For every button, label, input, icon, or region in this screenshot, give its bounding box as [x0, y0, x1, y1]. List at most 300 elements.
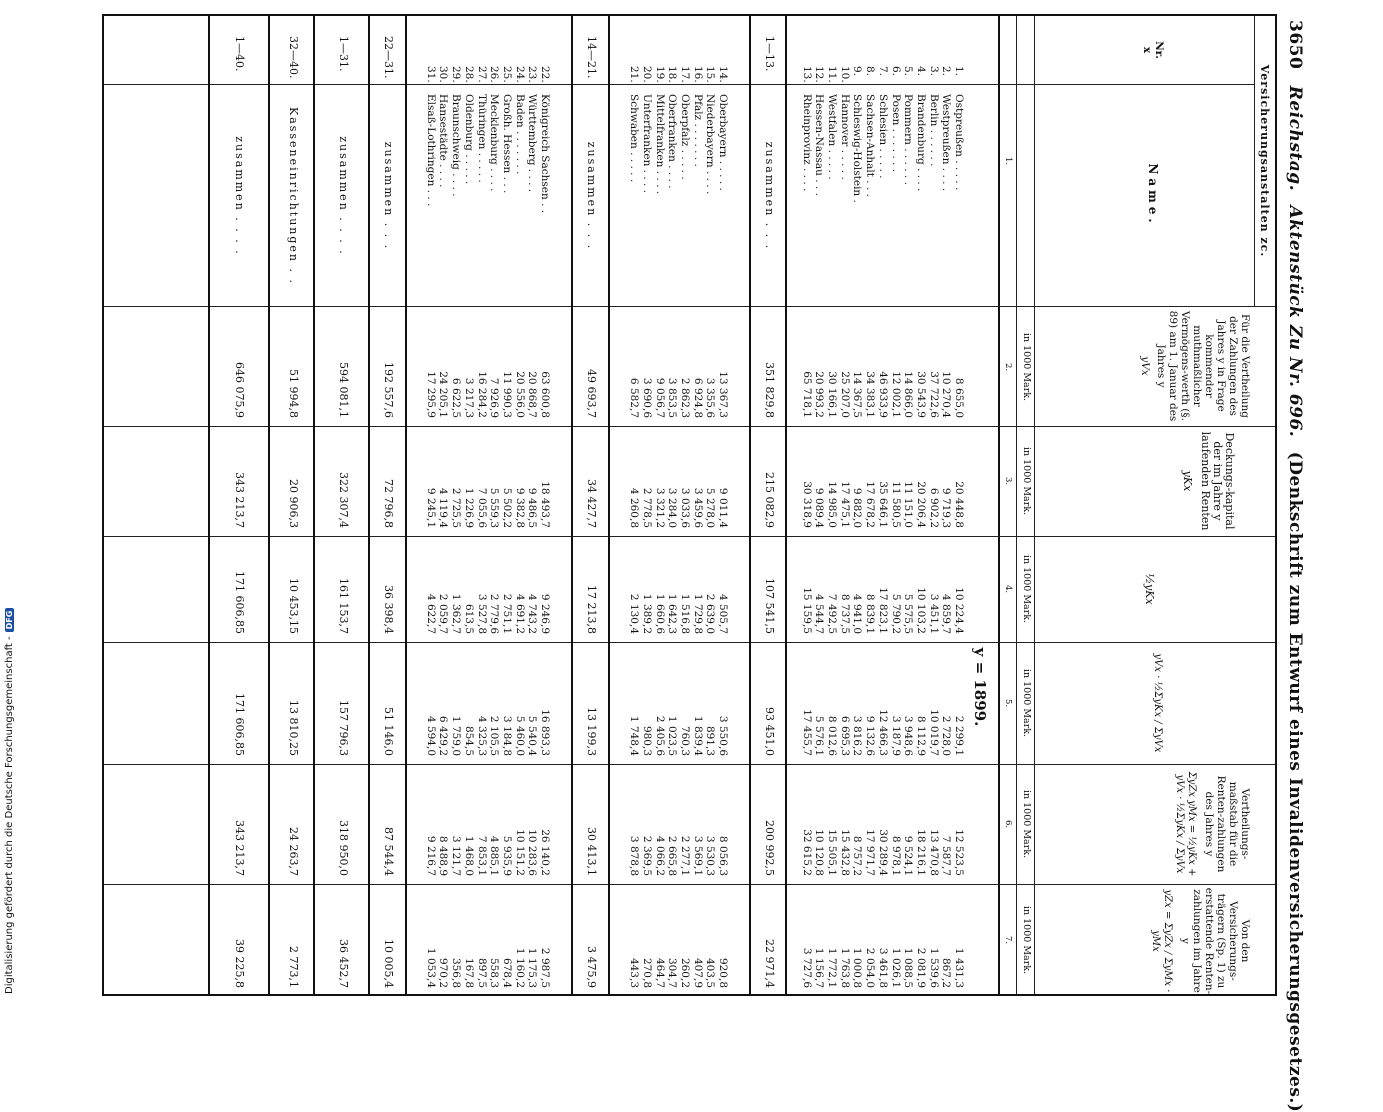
table-row — [889, 16, 902, 998]
row-number: 31. — [424, 66, 437, 83]
value-col2: 34 383,1 — [864, 371, 877, 418]
value-col7: 356,8 — [450, 957, 463, 988]
value-col3: 5 559,3 — [488, 487, 501, 528]
value-col6: 13 470,8 — [927, 829, 940, 876]
row-name: Brandenburg . . . . — [914, 94, 927, 192]
value-col6: 17 971,7 — [864, 829, 877, 876]
value-col7: 1 088,5 — [902, 947, 915, 988]
value-col5: 1 023,5 — [666, 715, 679, 756]
row-name: Oberpfalz . . . . . — [678, 94, 691, 180]
value-col5: 1 759,0 — [450, 715, 463, 756]
value-col7: 304,7 — [666, 957, 679, 988]
colnum-2: 2. — [1003, 362, 1013, 372]
row-number: 32—40. — [287, 36, 300, 79]
value-col5: 12 466,3 — [876, 709, 889, 756]
value-col4: 17 823,1 — [876, 587, 889, 634]
value-col4: 3 451,1 — [927, 593, 940, 634]
value-col2: 65 718,1 — [800, 371, 813, 418]
col2-text: Für die Vertheilung der Zahlungen des Jahres y in Frage kommender muthmaßlicher Vermögens-werth (§. 89) am 1. Januar des Jahres y — [1155, 310, 1251, 422]
value-col7: 1 160,2 — [513, 947, 526, 988]
row-name: Oberfranken . . . . — [666, 94, 679, 189]
row-name: Hansestädte . . . . — [437, 94, 450, 188]
value-col7: 920,8 — [717, 957, 729, 988]
header-parliament: Reichstag. — [1285, 85, 1305, 192]
value-col6: 8 978,1 — [889, 835, 902, 876]
value-col4: 5 790,2 — [889, 593, 902, 634]
value-col4: 2 639,0 — [704, 593, 717, 634]
row-name: Württemberg . . . . — [526, 94, 539, 193]
value-col7: 1 156,7 — [813, 947, 826, 988]
value-col6: 24 263,7 — [287, 827, 300, 876]
value-col5: 5 576,1 — [813, 715, 826, 756]
value-col4: 1 642,3 — [666, 593, 679, 634]
value-col5: 5 540,4 — [526, 715, 539, 756]
table-row — [475, 16, 488, 998]
value-col5: 980,3 — [640, 725, 653, 756]
row-number: 22—31. — [382, 36, 395, 79]
value-col5: 17 455,7 — [800, 709, 813, 756]
table-row — [851, 16, 864, 998]
table-row — [838, 16, 851, 998]
value-col4: 1 516,8 — [678, 593, 691, 634]
value-col2: 51 994,8 — [287, 369, 300, 418]
value-col4: 4 859,7 — [940, 593, 953, 634]
unit-col4: in 1000 Mark. — [1021, 554, 1032, 624]
value-col3: 9 719,3 — [940, 487, 953, 528]
value-col3: 3 321,2 — [653, 487, 666, 528]
value-col6: 7 587,7 — [940, 835, 953, 876]
value-col4: 107 541,5 — [763, 578, 776, 634]
table-row — [513, 16, 526, 998]
value-col6: 3 121,7 — [450, 835, 463, 876]
group-other-states-total — [381, 16, 394, 998]
value-col4: 8 737,5 — [838, 593, 851, 634]
row-number: 22. — [539, 66, 551, 83]
value-col5: 1 839,4 — [691, 715, 704, 756]
group-other-states — [424, 16, 551, 998]
value-col2: 46 933,9 — [876, 371, 889, 418]
value-col3: 34 427,7 — [585, 479, 598, 528]
value-col4: 4 743,2 — [526, 593, 539, 634]
table-row — [678, 16, 691, 998]
value-col5: 4 325,3 — [475, 715, 488, 756]
value-col6: 4 885,1 — [488, 835, 501, 876]
row-number: 23. — [526, 66, 539, 83]
page-number: 3650 — [1285, 20, 1305, 70]
col3-symbol: yKx — [1181, 470, 1194, 492]
value-col4: 10 103,2 — [914, 587, 927, 634]
value-col4: 9 246,9 — [539, 593, 551, 634]
value-col2: 9 056,7 — [653, 377, 666, 418]
value-col3: 7 055,6 — [475, 487, 488, 528]
value-col3: 322 307,4 — [337, 472, 350, 528]
value-col7: 678,4 — [500, 957, 513, 988]
value-col7: 167,8 — [462, 957, 475, 988]
row-name: Oldenburg . . . . . — [462, 94, 475, 185]
value-col5: 6 429,2 — [437, 715, 450, 756]
value-col7: 3 475,9 — [585, 946, 598, 988]
value-col4: 2 059,7 — [437, 593, 450, 634]
row-number: 25. — [500, 66, 513, 83]
row-name: Königreich Sachsen . . — [539, 94, 551, 214]
value-col5: 4 594,0 — [424, 715, 437, 756]
value-col2: 6 582,7 — [628, 377, 641, 418]
value-col5: 1 748,4 — [628, 715, 641, 756]
value-col2: 14 866,0 — [902, 371, 915, 418]
value-col4: 3 527,8 — [475, 593, 488, 634]
value-col5: 157 796,3 — [337, 700, 350, 756]
table-row — [450, 16, 463, 998]
value-col6: 318 950,0 — [337, 820, 350, 876]
row-number: 9. — [851, 66, 864, 77]
value-col7: 970,2 — [437, 957, 450, 988]
row-name: zusammen . . . . — [337, 136, 350, 256]
value-col6: 2 665,8 — [666, 835, 679, 876]
value-col2: 16 284,2 — [475, 371, 488, 418]
value-col2: 351 829,8 — [763, 362, 776, 418]
value-col3: 343 213,7 — [233, 472, 246, 528]
value-col7: 1 763,8 — [838, 947, 851, 988]
value-col7: 2 987,5 — [539, 947, 551, 988]
col7-text: Von den Versicherungs-trägern (Sp. 1) zu erstattende Renten-zahlungen im Jahre y — [1179, 887, 1251, 995]
unit-col7: in 1000 Mark. — [1021, 905, 1032, 975]
table-row — [381, 16, 394, 998]
value-col5: 10 019,7 — [927, 709, 940, 756]
data-table — [102, 14, 1277, 996]
value-col6: 2 369,5 — [640, 835, 653, 876]
value-col3: 30 318,9 — [800, 481, 813, 528]
value-col2: 25 207,0 — [838, 371, 851, 418]
row-name: Oberbayern . . . . . — [717, 94, 729, 191]
table-row — [488, 16, 501, 998]
row-number: 26. — [488, 66, 501, 83]
row-number: 7. — [876, 66, 889, 77]
row-name: Niederbayern . . . . — [704, 94, 717, 195]
row-name: Kasseneinrichtungen . . — [287, 106, 300, 285]
table-row — [232, 16, 245, 998]
value-col7: 558,3 — [488, 957, 501, 988]
value-col3: 4 260,8 — [628, 487, 641, 528]
row-name: zusammen . . . — [763, 141, 776, 251]
value-col7: 897,5 — [475, 957, 488, 988]
value-col2: 20 993,2 — [813, 371, 826, 418]
value-col2: 6 924,8 — [691, 377, 704, 418]
row-name: Sachsen-Anhalt . . . — [864, 94, 877, 197]
section-title: Versicherungsanstalten zc. — [1258, 64, 1271, 258]
value-col5: 3 550,6 — [717, 715, 729, 756]
value-col4: 36 398,4 — [382, 585, 395, 634]
row-name: Schleswig-Holstein . — [851, 94, 864, 203]
table-row — [628, 16, 641, 998]
value-col2: 646 075,9 — [233, 362, 246, 418]
value-col3: 1 226,9 — [462, 487, 475, 528]
value-col7: 403,5 — [704, 957, 717, 988]
value-col2: 49 693,7 — [585, 369, 598, 418]
row-name: Pfalz . . . . . . . — [691, 94, 704, 167]
summary-1-31 — [336, 16, 349, 998]
value-col2: 30 543,9 — [914, 371, 927, 418]
table-row — [286, 16, 299, 998]
col5-header: yVx · ½ΣyKx / ΣyVx — [1152, 653, 1163, 753]
value-col2: 13 367,3 — [717, 371, 729, 418]
value-col7: 407,9 — [691, 957, 704, 988]
value-col5: 3 184,8 — [500, 715, 513, 756]
header-subtitle: (Denkschrift zum Entwurf eines Invalidenversicherungsgesetzes.) — [1285, 451, 1305, 1112]
value-col7: 3 727,6 — [800, 947, 813, 988]
value-col2: 14 367,5 — [851, 371, 864, 418]
row-number: 12. — [813, 66, 826, 83]
value-col2: 7 926,9 — [488, 377, 501, 418]
table-row — [437, 16, 450, 998]
colnum-5: 5. — [1003, 698, 1013, 708]
value-col3: 3 284,0 — [666, 487, 679, 528]
table-row — [691, 16, 704, 998]
row-number: 20. — [640, 66, 653, 83]
value-col5: 8 012,6 — [826, 715, 839, 756]
value-col5: 9 132,6 — [864, 715, 877, 756]
row-name: Elsaß-Lothringen . . . — [424, 94, 437, 207]
value-col3: 2 778,5 — [640, 487, 653, 528]
table-row — [825, 16, 838, 998]
row-name: Braunschweig . . . . — [450, 94, 463, 197]
value-col3: 6 902,2 — [927, 487, 940, 528]
table-row — [640, 16, 653, 998]
table-row — [526, 16, 539, 998]
value-col7: 1 026,1 — [889, 947, 902, 988]
col2-symbol: yVx — [1139, 356, 1151, 376]
value-col4: 1 660,6 — [653, 593, 666, 634]
value-col4: 8 839,1 — [864, 593, 877, 634]
row-name: Thüringen . . . . . — [475, 94, 488, 183]
table-row — [666, 16, 679, 998]
value-col3: 14 985,0 — [826, 481, 839, 528]
colnum-6: 6. — [1003, 819, 1013, 829]
table-row — [914, 16, 927, 998]
value-col5: 16 893,3 — [539, 709, 551, 756]
value-col2: 11 990,3 — [500, 371, 513, 418]
value-col3: 17 475,1 — [838, 481, 851, 528]
nr-symbol: x — [1141, 46, 1153, 54]
row-number: 1—31. — [337, 36, 350, 72]
value-col3: 4 119,4 — [437, 487, 450, 528]
value-col3: 3 033,6 — [678, 487, 691, 528]
value-col5: 2 728,0 — [940, 715, 953, 756]
row-number: 30. — [437, 66, 450, 83]
value-col7: 2 773,1 — [287, 946, 300, 988]
row-name: Mittelfranken . . . . — [653, 94, 666, 195]
value-col2: 24 205,1 — [437, 371, 450, 418]
value-col3: 9 486,5 — [526, 487, 539, 528]
value-col6: 343 213,7 — [233, 820, 246, 876]
value-col7: 1 000,8 — [851, 947, 864, 988]
col6-header — [1173, 766, 1251, 882]
row-name: zusammen . . . — [382, 141, 395, 251]
value-col5: 2 405,6 — [653, 715, 666, 756]
col7-header — [1149, 886, 1251, 996]
row-number: 11. — [826, 66, 839, 83]
value-col2: 3 690,6 — [640, 377, 653, 418]
row-name: Pommern . . . . . . — [902, 94, 915, 185]
row-number: 14—21. — [585, 36, 598, 79]
value-col3: 9 245,1 — [424, 487, 437, 528]
value-col4: 4 505,7 — [717, 593, 729, 634]
value-col7: 1 053,4 — [424, 947, 437, 988]
unit-col5: in 1000 Mark. — [1021, 668, 1032, 738]
row-number: 17. — [678, 66, 691, 83]
value-col6: 32 615,2 — [800, 829, 813, 876]
value-col5: 891,3 — [704, 725, 717, 756]
value-col7: 1 772,1 — [826, 947, 839, 988]
value-col5: 2 105,5 — [488, 715, 501, 756]
colnum-7: 7. — [1003, 935, 1013, 945]
row-number: 2. — [940, 66, 953, 77]
value-col3: 20 206,4 — [914, 481, 927, 528]
value-col7: 2 081,9 — [914, 947, 927, 988]
value-col2: 3 853,5 — [666, 377, 679, 418]
table-row — [876, 16, 889, 998]
value-col4: 4 691,2 — [513, 593, 526, 634]
value-col6: 30 413,1 — [585, 827, 598, 876]
value-col6: 87 544,4 — [382, 827, 395, 876]
value-col6: 10 283,6 — [526, 829, 539, 876]
value-col6: 3 878,8 — [628, 835, 641, 876]
table-row — [584, 16, 597, 998]
value-col6: 4 066,2 — [653, 835, 666, 876]
row-number: 8. — [864, 66, 877, 77]
value-col2: 30 166,1 — [826, 371, 839, 418]
row-name: Mecklenburg . . . . — [488, 94, 501, 192]
value-col7: 39 225,8 — [233, 939, 246, 988]
value-col6: 1 468,0 — [462, 835, 475, 876]
header-reference: Aktenstück Zu Nr. 696. — [1285, 205, 1305, 438]
value-col6: 18 216,1 — [914, 829, 927, 876]
value-col4: 1 389,2 — [640, 593, 653, 634]
value-col6: 3 569,1 — [691, 835, 704, 876]
value-col6: 9 216,7 — [424, 835, 437, 876]
value-col3: 9 089,4 — [813, 487, 826, 528]
value-col5: 171 606,85 — [233, 693, 246, 756]
value-col4: 1 729,8 — [691, 593, 704, 634]
row-number: 4. — [914, 66, 927, 77]
row-name: Westpreußen . . . . — [940, 94, 953, 192]
value-col3: 20 906,3 — [287, 479, 300, 528]
value-col4: 1 362,7 — [450, 593, 463, 634]
value-col5: 2 299,1 — [953, 715, 965, 756]
row-name: Baden . . . . . . . — [513, 94, 526, 175]
row-number: 10. — [838, 66, 851, 83]
value-col6: 30 289,4 — [876, 829, 889, 876]
col3-text: Deckungs-kapital der im Jahre y laufenden Renten — [1199, 431, 1236, 531]
value-col6: 8 757,2 — [851, 835, 864, 876]
value-col6: 10 151,2 — [513, 829, 526, 876]
row-number: 6. — [889, 66, 902, 77]
row-name: Unterfranken . . . . — [640, 94, 653, 194]
row-number: 1. — [953, 66, 965, 77]
value-col2: 8 655,0 — [953, 377, 965, 418]
row-name: Berlin . . . . . . — [927, 94, 940, 167]
dfg-logo-icon: DFG — [5, 608, 14, 633]
value-col3: 35 646,1 — [876, 481, 889, 528]
value-col6: 2 277,1 — [678, 835, 691, 876]
table-row — [424, 16, 437, 998]
value-col3: 215 082,9 — [763, 472, 776, 528]
table-row — [336, 16, 349, 998]
unit-col2: in 1000 Mark. — [1021, 332, 1032, 402]
row-number: 1—40. — [233, 36, 246, 72]
value-col7: 1 431,3 — [953, 947, 965, 988]
value-col4: 2 779,6 — [488, 593, 501, 634]
value-col3: 18 493,7 — [539, 481, 551, 528]
value-col2: 20 868,7 — [526, 371, 539, 418]
value-col6: 8 056,3 — [717, 835, 729, 876]
row-number: 3. — [927, 66, 940, 77]
value-col5: 8 112,9 — [914, 715, 927, 756]
value-col4: 2 751,1 — [500, 593, 513, 634]
name-header: Name. — [1146, 163, 1160, 227]
table-row — [762, 16, 775, 998]
row-name: Ostpreußen . . . . . — [953, 94, 965, 191]
value-col3: 11 151,0 — [902, 481, 915, 528]
value-col2: 594 081,1 — [337, 362, 350, 418]
value-col4: 161 153,7 — [337, 578, 350, 634]
row-number: 1—13. — [763, 36, 776, 72]
value-col4: 10 453,15 — [287, 578, 300, 634]
value-col2: 63 600,8 — [539, 371, 551, 418]
value-col2: 37 722,6 — [927, 371, 940, 418]
value-col2: 17 295,9 — [424, 371, 437, 418]
nr-header — [1141, 16, 1165, 84]
value-col2: 192 557,6 — [382, 362, 395, 418]
col6-text: Vertheilungs-maßstab für die Renten-zahlungen des Jahres y — [1203, 775, 1251, 873]
value-col4: 5 575,5 — [902, 593, 915, 634]
table-row — [940, 16, 953, 998]
value-col4: 7 492,5 — [826, 593, 839, 634]
value-col7: 1 175,3 — [526, 947, 539, 988]
col7-symbol: yZx = ΣyZx / ΣyMx · yMx — [1150, 889, 1173, 993]
table-row — [813, 16, 826, 998]
value-col3: 5 502,2 — [500, 487, 513, 528]
col3-header — [1181, 428, 1235, 534]
value-col2: 3 217,3 — [462, 377, 475, 418]
colnum-3: 3. — [1003, 476, 1013, 486]
table-row — [716, 16, 729, 998]
row-number: 16. — [691, 66, 704, 83]
group-prussia — [800, 16, 965, 998]
value-col2: 20 556,0 — [513, 371, 526, 418]
row-number: 13. — [800, 66, 813, 83]
value-col5: 3 187,9 — [889, 715, 902, 756]
nr-label: Nr. — [1153, 41, 1165, 59]
row-number: 14. — [717, 66, 729, 83]
value-col5: 3 948,6 — [902, 715, 915, 756]
value-col5: 3 816,2 — [851, 715, 864, 756]
unit-col6: in 1000 Mark. — [1021, 789, 1032, 859]
value-col7: 10 005,4 — [382, 939, 395, 988]
value-col5: 6 695,3 — [838, 715, 851, 756]
value-col7: 2 054,0 — [864, 947, 877, 988]
row-number: 21. — [628, 66, 641, 83]
col4-header: ½yKx — [1143, 573, 1156, 605]
table-row — [500, 16, 513, 998]
value-col7: 270,8 — [640, 957, 653, 988]
value-col7: 443,3 — [628, 957, 641, 988]
row-number: 18. — [666, 66, 679, 83]
value-col3: 3 459,6 — [691, 487, 704, 528]
value-col3: 17 678,2 — [864, 481, 877, 528]
value-col4: 171 606,85 — [233, 571, 246, 634]
value-col6: 15 505,1 — [826, 829, 839, 876]
value-col4: 4 622,7 — [424, 593, 437, 634]
